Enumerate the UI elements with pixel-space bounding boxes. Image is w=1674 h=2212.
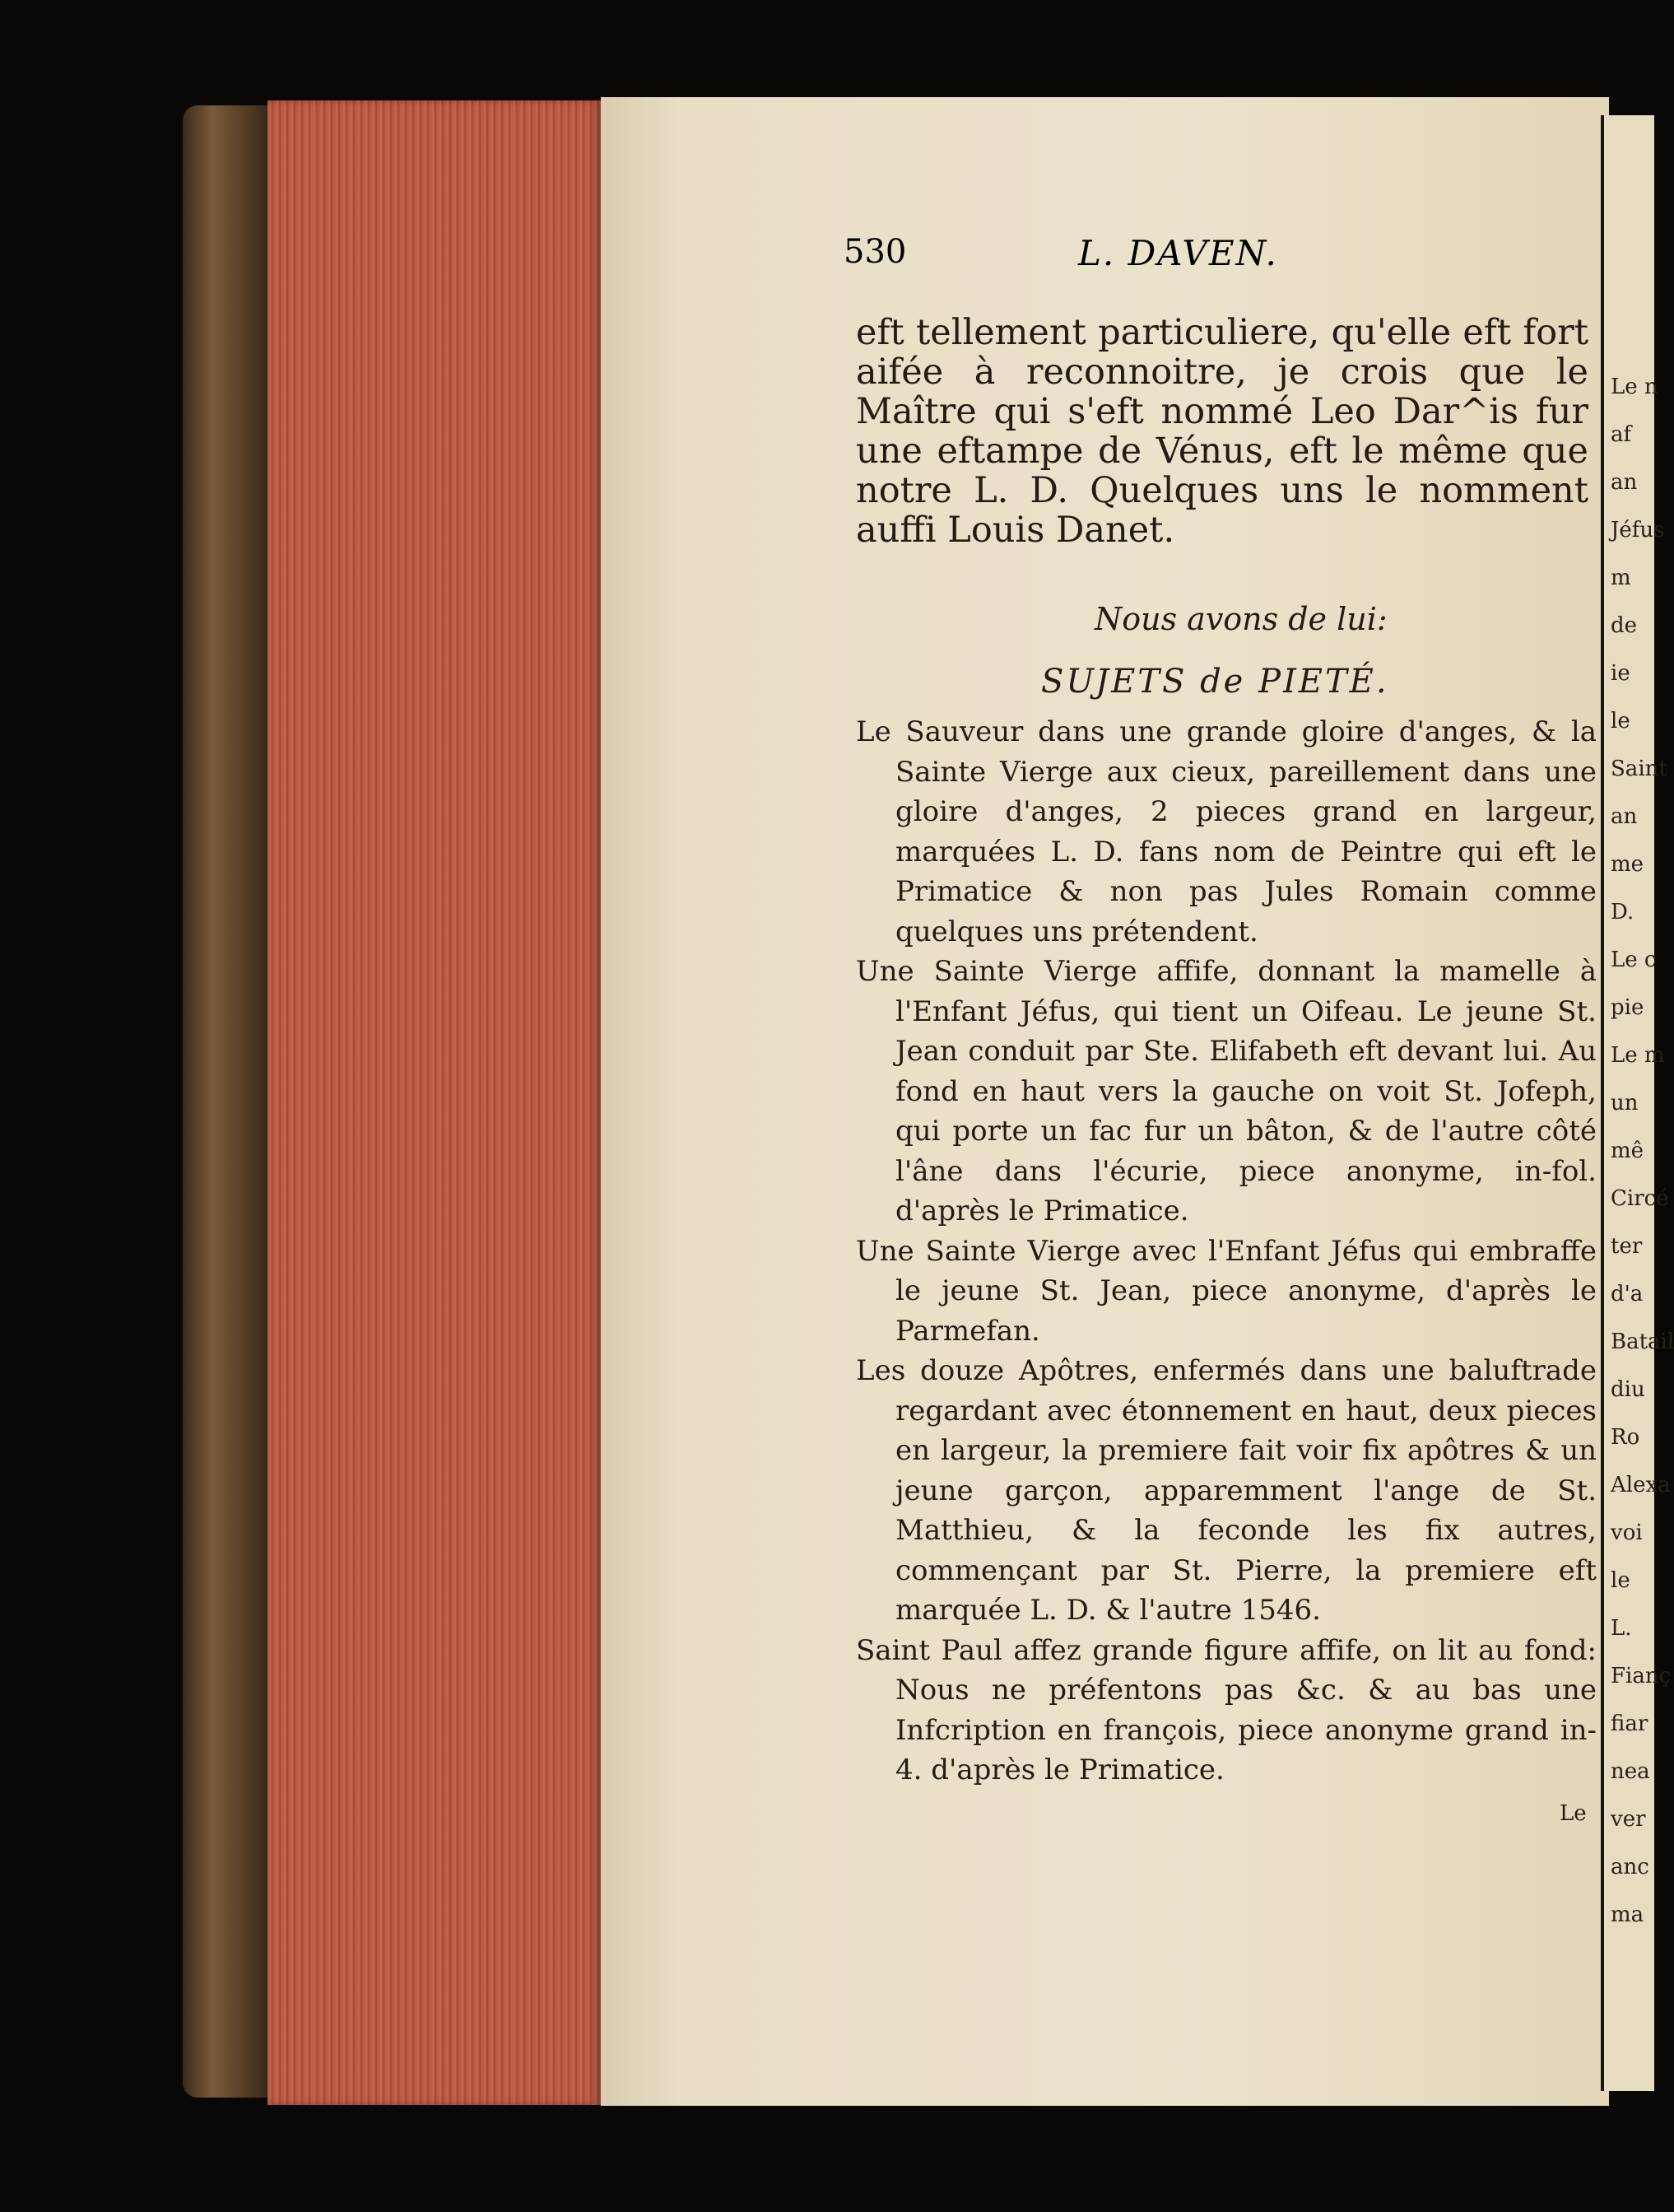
next-page-fragment: Fianç — [1611, 1664, 1672, 1688]
next-page-fragment: Le n — [1611, 375, 1658, 399]
next-page-fragment: ie — [1611, 661, 1630, 686]
next-page-fragment: an — [1611, 804, 1638, 829]
page-edges — [267, 100, 601, 2105]
next-page-fragment: Saint — [1611, 757, 1667, 781]
subheading: Nous avons de lui: — [1095, 601, 1388, 637]
next-page-fragment: L. — [1611, 1616, 1632, 1641]
intro-paragraph — [856, 313, 1588, 550]
list-item: Le Sauveur dans une grande gloire d'anges, & la Sainte Vierge aux cieux, pareillement dans une gloire d'anges, 2 pieces grand en largeur, marquées L. D. fans nom de Peintre qui eft le Primatice & non pas Jules Romain comme quelques uns prétendent. — [856, 715, 1597, 948]
next-page-fragment: ma — [1611, 1902, 1644, 1927]
next-page-fragment: nea — [1611, 1759, 1650, 1784]
next-page-fragment: d'a — [1611, 1282, 1644, 1306]
next-page-fragment: le — [1611, 1568, 1630, 1593]
list-item: Une Sainte Vierge avec l'Enfant Jéfus qui embraffe le jeune St. Jean, piece anonyme, d'après le Parmefan. — [856, 1234, 1597, 1348]
running-title: L. DAVEN. — [1078, 233, 1278, 273]
next-page-fragment: Le c — [1611, 948, 1657, 972]
page-header — [844, 233, 1366, 279]
list-item: Les douze Apôtres, enfermés dans une baluftrade regardant avec étonnement en haut, deux pieces en largeur, la premiere fait voir fix apôtres & un jeune garçon, apparemment l'ange de St. Matthieu, & la feconde les fix autres, commençant par St. Pierre, la premiere eft marquée L. D. & l'autre 1546. — [856, 1354, 1597, 1627]
catchword: Le — [1560, 1801, 1587, 1826]
next-page-fragment: ver — [1611, 1807, 1646, 1832]
next-page-fragment: mê — [1611, 1139, 1644, 1163]
next-page-fragment: Batail — [1611, 1330, 1674, 1354]
intro-text: eft tellement particuliere, qu'elle eft fort aifée à reconnoitre, je crois que le Maître qui s'eft nommé Leo Dar^is fur une eftampe de Vénus, eft le même que notre L. D. Quelques uns le nomment auffi Louis Danet. — [856, 312, 1588, 551]
page-number: 530 — [844, 233, 907, 271]
entry-list — [856, 712, 1597, 1791]
section-title: SUJETS de PIETÉ. — [1041, 663, 1389, 701]
next-page-fragment: anc — [1611, 1855, 1649, 1879]
next-page-fragment: de — [1611, 613, 1638, 638]
list-item: Saint Paul affez grande figure affife, on lit au fond: Nous ne préfentons pas &c. & au bas une Infcription en françois, piece anonyme grand in-4. d'après le Primatice. — [856, 1633, 1597, 1786]
next-page-fragment: fiar — [1611, 1711, 1648, 1736]
next-page-fragment: m — [1611, 566, 1631, 590]
book-binding — [183, 105, 280, 2098]
next-page-fragment: Ro — [1611, 1425, 1640, 1450]
next-page-fragment: Jéfus — [1611, 518, 1665, 543]
list-item: Une Sainte Vierge affife, donnant la mamelle à l'Enfant Jéfus, qui tient un Oifeau. Le jeune St. Jean conduit par Ste. Elifabeth eft devant lui. Au fond en haut vers la gauche on voit St. Jofeph, qui porte un fac fur un bâton, & de l'autre côté l'âne dans l'écurie, piece anonyme, in-fol. d'après le Primatice. — [856, 955, 1597, 1227]
next-page-fragment: me — [1611, 852, 1644, 877]
next-page-edge — [1601, 115, 1674, 2091]
next-page-fragment: Le m — [1611, 1043, 1665, 1068]
next-page-fragment: af — [1611, 422, 1632, 447]
next-page-fragment: D. — [1611, 900, 1634, 924]
next-page-fragment: pie — [1611, 995, 1644, 1020]
next-page-fragment: diu — [1611, 1377, 1645, 1402]
next-page-fragment: voi — [1611, 1520, 1643, 1545]
next-page-fragment: un — [1611, 1091, 1639, 1115]
next-page-fragment: Circé — [1611, 1186, 1669, 1211]
next-page-fragment: le — [1611, 709, 1630, 733]
next-page-fragment: an — [1611, 470, 1638, 495]
next-page-fragment: Alexa — [1611, 1473, 1671, 1497]
next-page-fragment: ter — [1611, 1234, 1643, 1259]
